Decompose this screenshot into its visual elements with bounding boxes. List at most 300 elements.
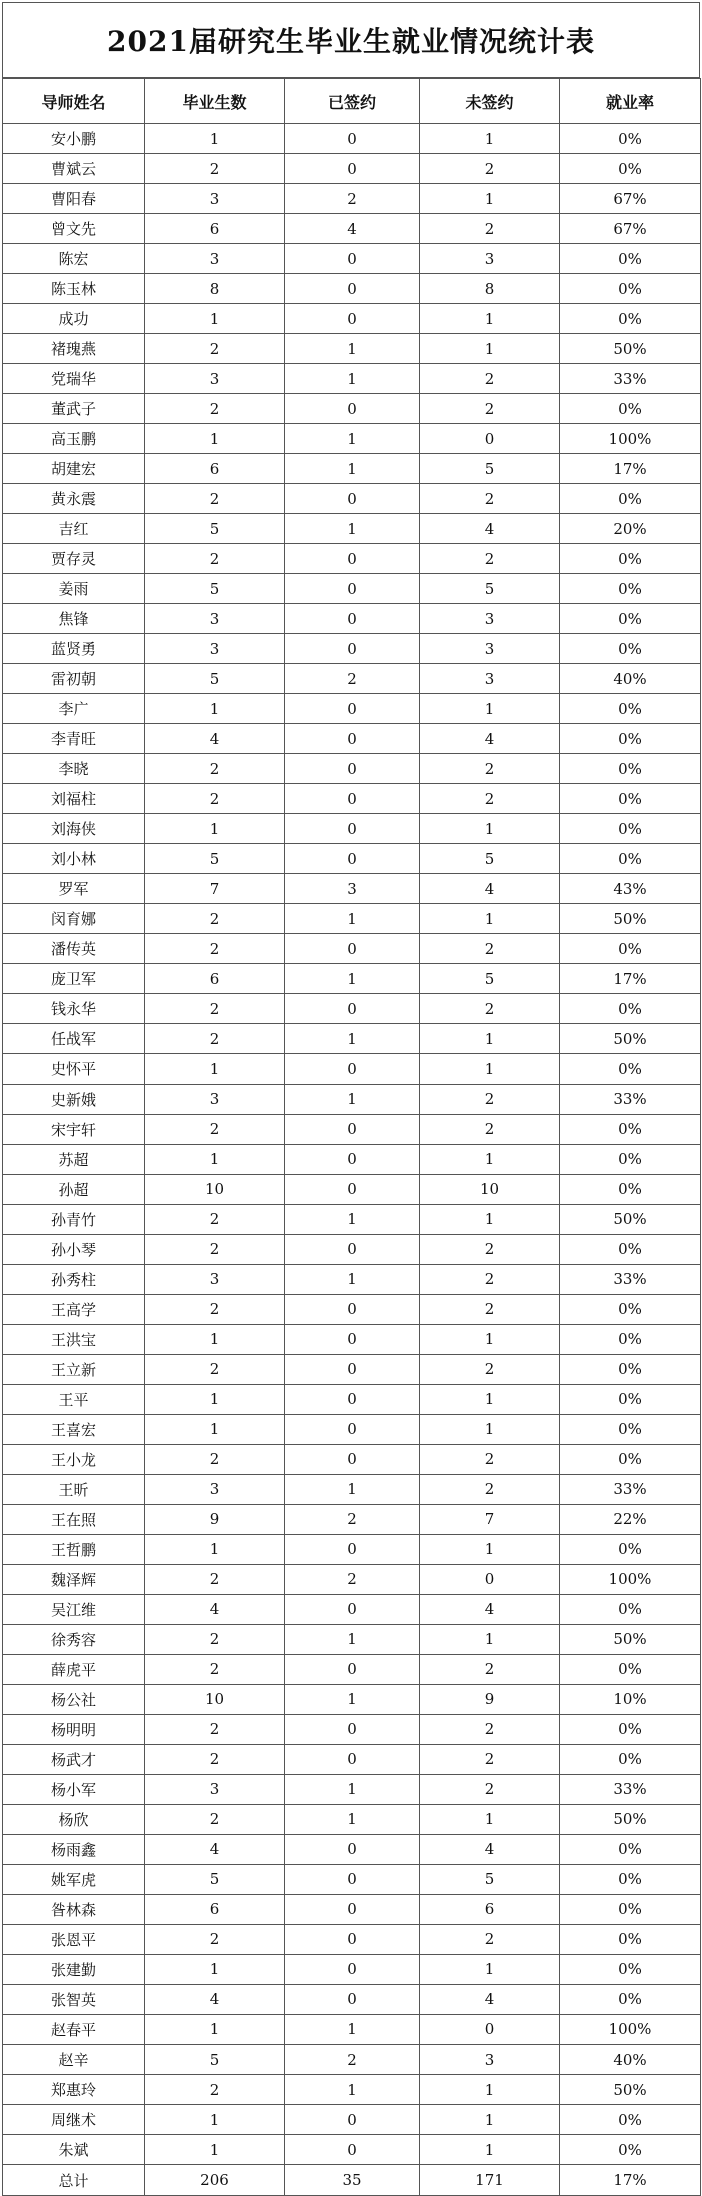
employment-rate-cell: 0%: [560, 814, 701, 844]
unsigned-cell: 2: [420, 1114, 560, 1144]
signed-cell: 0: [285, 1054, 420, 1084]
advisor-name-cell: 杨欣: [3, 1804, 145, 1834]
unsigned-cell: 1: [420, 1804, 560, 1834]
table-row: [3, 634, 701, 664]
unsigned-cell: 2: [420, 1474, 560, 1504]
advisor-name-cell: 潘传英: [3, 934, 145, 964]
signed-cell: 0: [285, 754, 420, 784]
table-row: [3, 154, 701, 184]
advisor-name-cell: 黄永震: [3, 484, 145, 514]
graduates-cell: 2: [145, 994, 285, 1024]
unsigned-cell: 3: [420, 244, 560, 274]
table-row: [3, 1804, 701, 1834]
unsigned-cell: 1: [420, 1204, 560, 1234]
employment-rate-cell: 0%: [560, 1294, 701, 1324]
advisor-name-cell: 董武子: [3, 394, 145, 424]
signed-cell: 0: [285, 1594, 420, 1624]
unsigned-cell: 1: [420, 694, 560, 724]
advisor-name-cell: 成功: [3, 304, 145, 334]
employment-rate-cell: 0%: [560, 724, 701, 754]
graduates-cell: 8: [145, 274, 285, 304]
graduates-cell: 6: [145, 1894, 285, 1924]
table-row: [3, 754, 701, 784]
graduates-cell: 1: [145, 1054, 285, 1084]
employment-rate-cell: 0%: [560, 634, 701, 664]
table-row: [3, 1384, 701, 1414]
table-row: [3, 1654, 701, 1684]
signed-cell: 0: [285, 1294, 420, 1324]
employment-rate-cell: 0%: [560, 2135, 701, 2165]
graduates-cell: 2: [145, 1234, 285, 1264]
graduates-cell: 1: [145, 2014, 285, 2044]
table-row: [3, 2014, 701, 2044]
advisor-name-cell: 杨雨鑫: [3, 1834, 145, 1864]
unsigned-cell: 2: [420, 214, 560, 244]
advisor-name-cell: 刘小林: [3, 844, 145, 874]
unsigned-cell: 2: [420, 1084, 560, 1114]
employment-rate-cell: 33%: [560, 1264, 701, 1294]
unsigned-cell: 2: [420, 784, 560, 814]
employment-rate-cell: 50%: [560, 1624, 701, 1654]
advisor-name-cell: 王昕: [3, 1474, 145, 1504]
unsigned-cell: 2: [420, 1234, 560, 1264]
unsigned-cell: 9: [420, 1684, 560, 1714]
graduates-cell: 3: [145, 1474, 285, 1504]
unsigned-cell: 3: [420, 604, 560, 634]
signed-cell: 0: [285, 244, 420, 274]
advisor-name-cell: 王洪宝: [3, 1324, 145, 1354]
table-row: [3, 964, 701, 994]
employment-rate-cell: 50%: [560, 1804, 701, 1834]
advisor-name-cell: 王立新: [3, 1354, 145, 1384]
signed-cell: 0: [285, 1954, 420, 1984]
signed-cell: 1: [285, 334, 420, 364]
table-row: [3, 1834, 701, 1864]
unsigned-cell: 3: [420, 664, 560, 694]
graduates-cell: 1: [145, 2105, 285, 2135]
graduates-cell: 2: [145, 394, 285, 424]
table-row: [3, 1684, 701, 1714]
unsigned-cell: 4: [420, 1984, 560, 2014]
employment-rate-cell: 100%: [560, 424, 701, 454]
graduates-cell: 2: [145, 1564, 285, 1594]
graduates-cell: 2: [145, 544, 285, 574]
unsigned-cell: 4: [420, 1834, 560, 1864]
graduates-cell: 1: [145, 814, 285, 844]
graduates-cell: 10: [145, 1174, 285, 1204]
signed-cell: 0: [285, 1924, 420, 1954]
table-row: [3, 1744, 701, 1774]
graduates-cell: 1: [145, 694, 285, 724]
unsigned-cell: 1: [420, 334, 560, 364]
signed-cell: 0: [285, 574, 420, 604]
employment-rate-cell: 0%: [560, 394, 701, 424]
table-row: [3, 1174, 701, 1204]
signed-cell: 1: [285, 454, 420, 484]
total-row: [3, 2165, 701, 2196]
table-row: [3, 1534, 701, 1564]
employment-rate-cell: 0%: [560, 1054, 701, 1084]
employment-rate-cell: 0%: [560, 484, 701, 514]
advisor-name-cell: 蓝贤勇: [3, 634, 145, 664]
graduates-cell: 4: [145, 724, 285, 754]
signed-cell: 0: [285, 1864, 420, 1894]
graduates-cell: 2: [145, 1744, 285, 1774]
employment-rate-cell: 0%: [560, 544, 701, 574]
graduates-cell: 5: [145, 574, 285, 604]
advisor-name-cell: 王小龙: [3, 1444, 145, 1474]
signed-cell: 0: [285, 814, 420, 844]
advisor-name-cell: 吴江维: [3, 1594, 145, 1624]
graduates-cell: 5: [145, 844, 285, 874]
advisor-name-cell: 张智英: [3, 1984, 145, 2014]
graduates-cell: 3: [145, 1264, 285, 1294]
signed-cell: 4: [285, 214, 420, 244]
advisor-name-cell: 党瑞华: [3, 364, 145, 394]
graduates-cell: 2: [145, 1294, 285, 1324]
unsigned-cell: 1: [420, 2075, 560, 2105]
signed-cell: 2: [285, 2045, 420, 2075]
signed-cell: 3: [285, 874, 420, 904]
signed-cell: 0: [285, 1384, 420, 1414]
unsigned-cell: 1: [420, 124, 560, 154]
statistics-table: [2, 78, 701, 2196]
unsigned-cell: 1: [420, 1624, 560, 1654]
employment-rate-cell: 0%: [560, 1744, 701, 1774]
advisor-name-cell: 雷初朝: [3, 664, 145, 694]
unsigned-cell: 5: [420, 1864, 560, 1894]
advisor-name-cell: 曹斌云: [3, 154, 145, 184]
unsigned-cell: 2: [420, 934, 560, 964]
advisor-name-cell: 陈宏: [3, 244, 145, 274]
employment-rate-cell: 0%: [560, 1894, 701, 1924]
signed-cell: 0: [285, 1714, 420, 1744]
employment-rate-cell: 10%: [560, 1684, 701, 1714]
employment-rate-cell: 0%: [560, 124, 701, 154]
table-row: [3, 1294, 701, 1324]
graduates-cell: 2: [145, 1714, 285, 1744]
table-row: [3, 424, 701, 454]
graduates-cell: 3: [145, 1084, 285, 1114]
header-unsigned: 未签约: [420, 79, 560, 124]
signed-cell: 0: [285, 484, 420, 514]
unsigned-cell: 1: [420, 1144, 560, 1174]
signed-cell: 0: [285, 994, 420, 1024]
employment-rate-cell: 0%: [560, 154, 701, 184]
advisor-name-cell: 王哲鹏: [3, 1534, 145, 1564]
advisor-name-cell: 杨武才: [3, 1744, 145, 1774]
signed-cell: 0: [285, 1414, 420, 1444]
signed-cell: 1: [285, 964, 420, 994]
advisor-name-cell: 王高学: [3, 1294, 145, 1324]
employment-rate-cell: 0%: [560, 1444, 701, 1474]
table-row: [3, 2105, 701, 2135]
unsigned-cell: 5: [420, 574, 560, 604]
advisor-name-cell: 李广: [3, 694, 145, 724]
table-row: [3, 1114, 701, 1144]
table-row: [3, 994, 701, 1024]
advisor-name-cell: 孙小琴: [3, 1234, 145, 1264]
page-title: 2021届研究生毕业生就业情况统计表: [2, 2, 700, 78]
advisor-name-cell: 胡建宏: [3, 454, 145, 484]
signed-cell: 0: [285, 1834, 420, 1864]
advisor-name-cell: 姚军虎: [3, 1864, 145, 1894]
table-row: [3, 1864, 701, 1894]
table-row: [3, 814, 701, 844]
table-row: [3, 1234, 701, 1264]
employment-rate-cell: 0%: [560, 1414, 701, 1444]
signed-cell: 0: [285, 154, 420, 184]
advisor-name-cell: 褚瑰燕: [3, 334, 145, 364]
signed-cell: 1: [285, 1684, 420, 1714]
advisor-name-cell: 杨明明: [3, 1714, 145, 1744]
employment-rate-cell: 0%: [560, 1234, 701, 1264]
signed-cell: 1: [285, 514, 420, 544]
graduates-cell: 2: [145, 154, 285, 184]
unsigned-cell: 4: [420, 724, 560, 754]
employment-rate-cell: 0%: [560, 1864, 701, 1894]
employment-rate-cell: 0%: [560, 1174, 701, 1204]
signed-cell: 0: [285, 784, 420, 814]
graduates-cell: 6: [145, 214, 285, 244]
graduates-cell: 2: [145, 1354, 285, 1384]
graduates-cell: 2: [145, 1624, 285, 1654]
unsigned-cell: 0: [420, 2014, 560, 2044]
advisor-name-cell: 闵育娜: [3, 904, 145, 934]
unsigned-cell: 1: [420, 1954, 560, 1984]
employment-rate-cell: 0%: [560, 1714, 701, 1744]
employment-rate-cell: 0%: [560, 304, 701, 334]
signed-cell: 1: [285, 1774, 420, 1804]
employment-rate-cell: 0%: [560, 604, 701, 634]
graduates-cell: 2: [145, 754, 285, 784]
employment-rate-cell: 0%: [560, 1984, 701, 2014]
signed-cell: 0: [285, 2105, 420, 2135]
table-row: [3, 2075, 701, 2105]
unsigned-cell: 0: [420, 1564, 560, 1594]
graduates-cell: 10: [145, 1684, 285, 1714]
table-row: [3, 1264, 701, 1294]
signed-cell: 0: [285, 1114, 420, 1144]
employment-rate-cell: 100%: [560, 1564, 701, 1594]
signed-cell: 2: [285, 664, 420, 694]
graduates-cell: 4: [145, 1834, 285, 1864]
advisor-name-cell: 孙秀柱: [3, 1264, 145, 1294]
graduates-cell: 1: [145, 304, 285, 334]
employment-rate-cell: 0%: [560, 844, 701, 874]
graduates-cell: 1: [145, 1414, 285, 1444]
employment-rate-cell: 0%: [560, 784, 701, 814]
signed-cell: 0: [285, 394, 420, 424]
signed-cell: 0: [285, 1234, 420, 1264]
header-employment-rate: 就业率: [560, 79, 701, 124]
unsigned-cell: 1: [420, 1024, 560, 1054]
advisor-name-cell: 张恩平: [3, 1924, 145, 1954]
employment-rate-cell: 0%: [560, 574, 701, 604]
graduates-cell: 4: [145, 1984, 285, 2014]
total-graduates: 206: [145, 2165, 285, 2196]
signed-cell: 2: [285, 184, 420, 214]
table-row: [3, 1354, 701, 1384]
unsigned-cell: 2: [420, 364, 560, 394]
graduates-cell: 2: [145, 2075, 285, 2105]
employment-rate-cell: 33%: [560, 1474, 701, 1504]
total-employment-rate: 17%: [560, 2165, 701, 2196]
unsigned-cell: 3: [420, 634, 560, 664]
signed-cell: 0: [285, 724, 420, 754]
table-body: [3, 124, 701, 2165]
employment-rate-cell: 0%: [560, 1144, 701, 1174]
table-row: [3, 1144, 701, 1174]
employment-rate-cell: 33%: [560, 364, 701, 394]
table-row: [3, 184, 701, 214]
header-signed: 已签约: [285, 79, 420, 124]
signed-cell: 1: [285, 1624, 420, 1654]
employment-rate-cell: 0%: [560, 1384, 701, 1414]
unsigned-cell: 1: [420, 814, 560, 844]
table-row: [3, 1954, 701, 1984]
graduates-cell: 1: [145, 1954, 285, 1984]
unsigned-cell: 1: [420, 2135, 560, 2165]
advisor-name-cell: 杨公社: [3, 1684, 145, 1714]
advisor-name-cell: 王在照: [3, 1504, 145, 1534]
employment-rate-cell: 33%: [560, 1084, 701, 1114]
unsigned-cell: 3: [420, 2045, 560, 2075]
signed-cell: 0: [285, 124, 420, 154]
employment-rate-cell: 43%: [560, 874, 701, 904]
table-row: [3, 1594, 701, 1624]
table-row: [3, 934, 701, 964]
unsigned-cell: 2: [420, 1264, 560, 1294]
spreadsheet: [2, 2, 700, 2196]
advisor-name-cell: 任战军: [3, 1024, 145, 1054]
employment-rate-cell: 40%: [560, 2045, 701, 2075]
unsigned-cell: 2: [420, 754, 560, 784]
table-row: [3, 664, 701, 694]
signed-cell: 1: [285, 1264, 420, 1294]
employment-rate-cell: 0%: [560, 2105, 701, 2135]
unsigned-cell: 2: [420, 1714, 560, 1744]
graduates-cell: 1: [145, 1324, 285, 1354]
graduates-cell: 2: [145, 1204, 285, 1234]
employment-rate-cell: 0%: [560, 1534, 701, 1564]
graduates-cell: 2: [145, 334, 285, 364]
advisor-name-cell: 周继术: [3, 2105, 145, 2135]
signed-cell: 1: [285, 1084, 420, 1114]
unsigned-cell: 0: [420, 424, 560, 454]
signed-cell: 0: [285, 1534, 420, 1564]
table-row: [3, 214, 701, 244]
advisor-name-cell: 魏泽辉: [3, 1564, 145, 1594]
table-row: [3, 364, 701, 394]
graduates-cell: 6: [145, 964, 285, 994]
unsigned-cell: 4: [420, 1594, 560, 1624]
table-row: [3, 1984, 701, 2014]
graduates-cell: 7: [145, 874, 285, 904]
employment-rate-cell: 0%: [560, 694, 701, 724]
unsigned-cell: 2: [420, 1444, 560, 1474]
table-row: [3, 394, 701, 424]
unsigned-cell: 1: [420, 1534, 560, 1564]
graduates-cell: 2: [145, 784, 285, 814]
unsigned-cell: 2: [420, 394, 560, 424]
table-row: [3, 1774, 701, 1804]
employment-rate-cell: 33%: [560, 1774, 701, 1804]
unsigned-cell: 1: [420, 1324, 560, 1354]
graduates-cell: 3: [145, 364, 285, 394]
employment-rate-cell: 50%: [560, 2075, 701, 2105]
unsigned-cell: 1: [420, 184, 560, 214]
signed-cell: 2: [285, 1564, 420, 1594]
advisor-name-cell: 王喜宏: [3, 1414, 145, 1444]
table-row: [3, 1324, 701, 1354]
unsigned-cell: 8: [420, 274, 560, 304]
signed-cell: 1: [285, 1204, 420, 1234]
advisor-name-cell: 姜雨: [3, 574, 145, 604]
graduates-cell: 3: [145, 244, 285, 274]
employment-rate-cell: 17%: [560, 454, 701, 484]
graduates-cell: 6: [145, 454, 285, 484]
table-row: [3, 574, 701, 604]
graduates-cell: 1: [145, 1144, 285, 1174]
unsigned-cell: 5: [420, 844, 560, 874]
table-row: [3, 244, 701, 274]
advisor-name-cell: 徐秀容: [3, 1624, 145, 1654]
signed-cell: 2: [285, 1504, 420, 1534]
unsigned-cell: 1: [420, 304, 560, 334]
unsigned-cell: 2: [420, 1774, 560, 1804]
graduates-cell: 2: [145, 1804, 285, 1834]
advisor-name-cell: 曾文先: [3, 214, 145, 244]
table-row: [3, 1054, 701, 1084]
advisor-name-cell: 郑惠玲: [3, 2075, 145, 2105]
graduates-cell: 1: [145, 1534, 285, 1564]
employment-rate-cell: 0%: [560, 994, 701, 1024]
advisor-name-cell: 薛虎平: [3, 1654, 145, 1684]
unsigned-cell: 1: [420, 1414, 560, 1444]
table-row: [3, 1444, 701, 1474]
table-row: [3, 304, 701, 334]
employment-rate-cell: 100%: [560, 2014, 701, 2044]
graduates-cell: 1: [145, 424, 285, 454]
graduates-cell: 4: [145, 1594, 285, 1624]
table-row: [3, 1414, 701, 1444]
employment-rate-cell: 0%: [560, 1654, 701, 1684]
unsigned-cell: 1: [420, 1054, 560, 1084]
signed-cell: 0: [285, 1354, 420, 1384]
unsigned-cell: 1: [420, 904, 560, 934]
advisor-name-cell: 刘福柱: [3, 784, 145, 814]
signed-cell: 1: [285, 904, 420, 934]
total-signed: 35: [285, 2165, 420, 2196]
unsigned-cell: 2: [420, 1354, 560, 1384]
table-row: [3, 1204, 701, 1234]
graduates-cell: 3: [145, 604, 285, 634]
advisor-name-cell: 赵春平: [3, 2014, 145, 2044]
total-label: 总计: [3, 2165, 145, 2196]
employment-rate-cell: 50%: [560, 334, 701, 364]
unsigned-cell: 6: [420, 1894, 560, 1924]
advisor-name-cell: 宋宇轩: [3, 1114, 145, 1144]
table-row: [3, 544, 701, 574]
employment-rate-cell: 50%: [560, 1204, 701, 1234]
advisor-name-cell: 王平: [3, 1384, 145, 1414]
unsigned-cell: 2: [420, 544, 560, 574]
advisor-name-cell: 史怀平: [3, 1054, 145, 1084]
advisor-name-cell: 赵辛: [3, 2045, 145, 2075]
graduates-cell: 2: [145, 1024, 285, 1054]
table-row: [3, 274, 701, 304]
